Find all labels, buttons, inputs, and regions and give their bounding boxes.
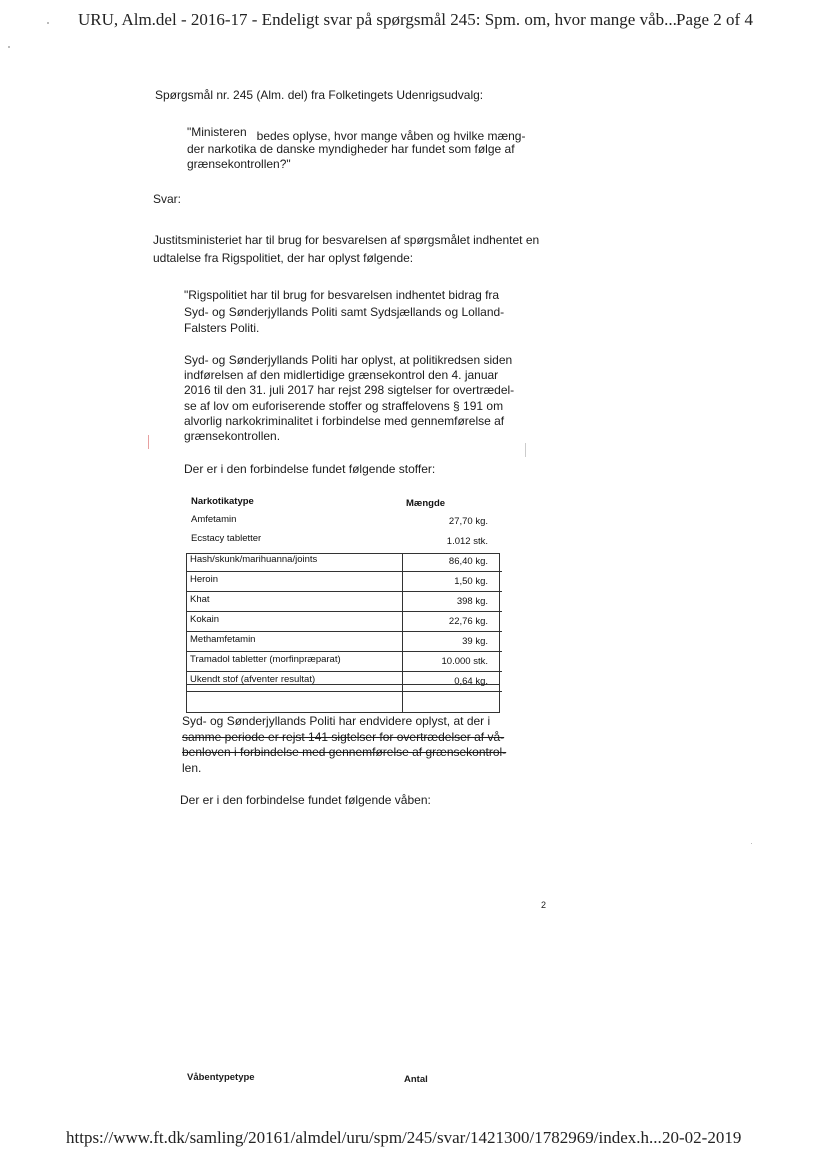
stoffer-intro: Der er i den forbindelse fundet følgende stoffer:: [184, 462, 436, 476]
drug-amount: 22,76 kg.: [448, 616, 488, 627]
svar-label: Svar:: [153, 192, 182, 206]
quote-line-1a: "Ministeren: [187, 125, 247, 139]
rigspoliti-line-2: Syd- og Sønderjyllands Politi samt Sydsjællands og Lolland-: [184, 304, 505, 319]
drug-amount: 27,70 kg.: [448, 516, 488, 527]
table-row: [186, 651, 502, 672]
table-row: [186, 551, 502, 572]
drug-type: Amfetamin: [191, 514, 237, 525]
drug-type: Methamfetamin: [190, 634, 256, 645]
syd-line-3: 2016 til den 31. juli 2017 har rejst 298 sigtelser for overtrædel-: [184, 383, 515, 398]
col-header-amount: Mængde: [406, 498, 446, 509]
table-row: [186, 671, 502, 692]
drug-type: Hash/skunk/marihuanna/joints: [190, 554, 318, 565]
drug-type: Heroin: [190, 574, 218, 585]
drug-amount: 398 kg.: [456, 596, 488, 607]
drug-type: Khat: [190, 594, 210, 605]
page-indicator: Page 2 of 4: [676, 10, 753, 29]
weapons-intro: Der er i den forbindelse fundet følgende våben:: [180, 793, 431, 807]
quote-line-1b: bedes oplyse, hvor mange våben og hvilke mæng-: [256, 129, 526, 143]
quote-line-2: der narkotika de danske myndigheder har fundet som følge af: [187, 141, 515, 156]
drug-amount: 1.012 stk.: [446, 536, 488, 547]
drug-amount: 10.000 stk.: [441, 656, 488, 667]
col-header-type: Narkotikatype: [191, 496, 254, 507]
weapons-line-3: benloven i forbindelse med gennemførelse af grænsekontrol-: [182, 745, 507, 759]
document-title: URU, Alm.del - 2016-17 - Endeligt svar på spørgsmål 245: Spm. om, hvor mange våb...: [78, 10, 677, 29]
table-row: [186, 631, 502, 652]
rigspoliti-line-3: Falsters Politi.: [184, 321, 260, 335]
question-line: Spørgsmål nr. 245 (Alm. del) fra Folketingets Udenrigsudvalg:: [155, 88, 484, 102]
table-row: [186, 571, 502, 592]
drug-amount: 39 kg.: [462, 636, 488, 647]
drug-amount: 0,64 kg.: [454, 676, 488, 687]
margin-mark: [525, 443, 526, 457]
drug-type: Tramadol tabletter (morfinpræparat): [190, 654, 341, 665]
drug-table: [186, 493, 502, 713]
table-header-row: [186, 493, 502, 513]
drug-type: Ecstacy tabletter: [191, 533, 262, 544]
intro-paragraph: [153, 233, 539, 266]
intro-line-1: Justitsministeriet har til brug for besvarelsen af spørgsmålet indhentet en: [153, 233, 540, 247]
question-quote: [187, 125, 525, 173]
syd-line-5: alvorlig narkokriminalitet i forbindelse med gennemførelse af: [184, 413, 505, 428]
print-header: [78, 10, 758, 30]
syd-line-6: grænsekontrollen.: [184, 429, 281, 444]
table-row: [186, 611, 502, 632]
scan-speck: [47, 22, 49, 24]
weapons-paragraph: [182, 714, 506, 776]
drug-type: Ukendt stof (afventer resultat): [190, 674, 316, 685]
rigspoliti-paragraph: [184, 287, 504, 337]
print-footer: [66, 1128, 756, 1148]
scan-speck: [8, 46, 10, 48]
table-row: [186, 511, 502, 531]
footer-url: https://www.ft.dk/samling/20161/almdel/uru/spm/245/svar/1421300/1782969/index.h...: [66, 1128, 662, 1147]
weapon-col-type: Våbentypetype: [187, 1072, 255, 1083]
quote-line-3: grænsekontrollen?": [187, 157, 291, 172]
table-row: [186, 591, 502, 612]
scan-speck: [751, 843, 752, 844]
margin-mark: [148, 435, 149, 449]
drug-amount: 86,40 kg.: [448, 556, 488, 567]
footer-date: 20-02-2019: [662, 1128, 742, 1147]
rigspoliti-line-1: "Rigspolitiet har til brug for besvarelsen indhentet bidrag fra: [184, 288, 500, 302]
weapon-col-amount: Antal: [404, 1074, 428, 1085]
drug-type: Kokain: [190, 614, 220, 625]
drug-amount: 1,50 kg.: [454, 576, 488, 587]
table-row: [186, 530, 502, 550]
weapons-line-4: len.: [182, 760, 202, 775]
weapons-line-1: Syd- og Sønderjyllands Politi har endvidere oplyst, at der i: [182, 714, 491, 728]
syd-line-4: se af lov om euforiserende stoffer og straffelovens § 191 om: [184, 398, 504, 413]
syd-paragraph: [184, 353, 514, 444]
page-number: 2: [541, 900, 547, 910]
intro-line-2: udtalelse fra Rigspolitiet, der har oplyst følgende:: [153, 250, 414, 265]
syd-line-1: Syd- og Sønderjyllands Politi har oplyst, at politikredsen siden: [184, 353, 513, 367]
syd-line-2: indførelsen af den midlertidige grænsekontrol den 4. januar: [184, 368, 499, 383]
weapons-line-2: samme periode er rejst 141 sigtelser for overtrædelser af vå-: [182, 729, 505, 744]
